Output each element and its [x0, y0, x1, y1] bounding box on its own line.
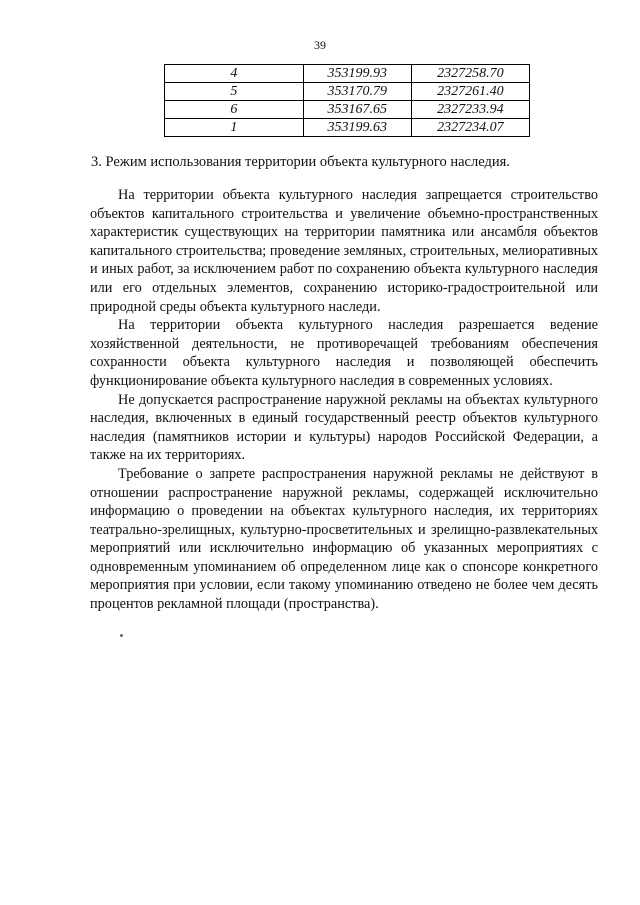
table-row — [165, 101, 530, 119]
table-row — [165, 83, 530, 101]
table-row — [165, 119, 530, 137]
table-cell-y: 2327233.94 — [411, 101, 529, 119]
table-cell-y: 2327234.07 — [411, 119, 529, 137]
paragraph-prohibitions: На территории объекта культурного наследия запрещается строительство объектов капитального строительства и увеличение объемно-пространственных характеристик существующих на территории памятника или ансамбля объектов капитального строительства; проведение земляных, строительных, мелиоративных и иных работ, за исключением работ по сохранению объекта культурного наследия или его отдельных элементов, сохранению историко-градостроительной или природной среды объекта культурного наследи. — [90, 187, 598, 315]
section-heading: 3. Режим использования территории объекта культурного наследия. — [91, 154, 510, 170]
table-cell-point: 5 — [165, 83, 304, 101]
paragraph-advertising-exception: Требование о запрете распространения наружной рекламы не действуют в отношении распространение наружной рекламы, содержащей исключительно информацию о проведении на объектах культурного наследия, их территориях театрально-зрелищных, культурно-просветительных и зрелищно-развлекательных мероприятий или исключительно информацию об указанных мероприятиях с одновременным упоминанием об определенном лице как о спонсоре конкретного мероприятия при условии, если такому упоминанию отведено не более чем десять процентов рекламной площади (пространства). — [90, 465, 598, 613]
table-cell-point: 1 — [165, 119, 304, 137]
paragraph-permitted-activity: На территории объекта культурного наследия разрешается ведение хозяйственной деятельности, не противоречащей требованиям обеспечения сохранности объекта культурного наследия и позволяющей обеспечить функционирование объекта культурного наследия в современных условиях. — [90, 317, 598, 389]
page-number: 39 — [314, 38, 326, 52]
table-cell-x: 353170.79 — [303, 83, 411, 101]
section-body — [90, 186, 598, 614]
table-cell-x: 353199.63 — [303, 119, 411, 137]
table-cell-x: 353167.65 — [303, 101, 411, 119]
table-cell-x: 353199.93 — [303, 65, 411, 83]
table-cell-point: 6 — [165, 101, 304, 119]
table-cell-y: 2327261.40 — [411, 83, 529, 101]
coordinates-table — [164, 64, 530, 137]
paragraph-advertising-ban: Не допускается распространение наружной рекламы на объектах культурного наследия, включенных в единый государственный реестр объектов культурного наследия (памятников истории и культуры) народов Российской Федерации, а также на их территориях. — [90, 391, 598, 464]
scan-speck — [120, 634, 123, 637]
table-cell-point: 4 — [165, 65, 304, 83]
table-row — [165, 65, 530, 83]
table-cell-y: 2327258.70 — [411, 65, 529, 83]
